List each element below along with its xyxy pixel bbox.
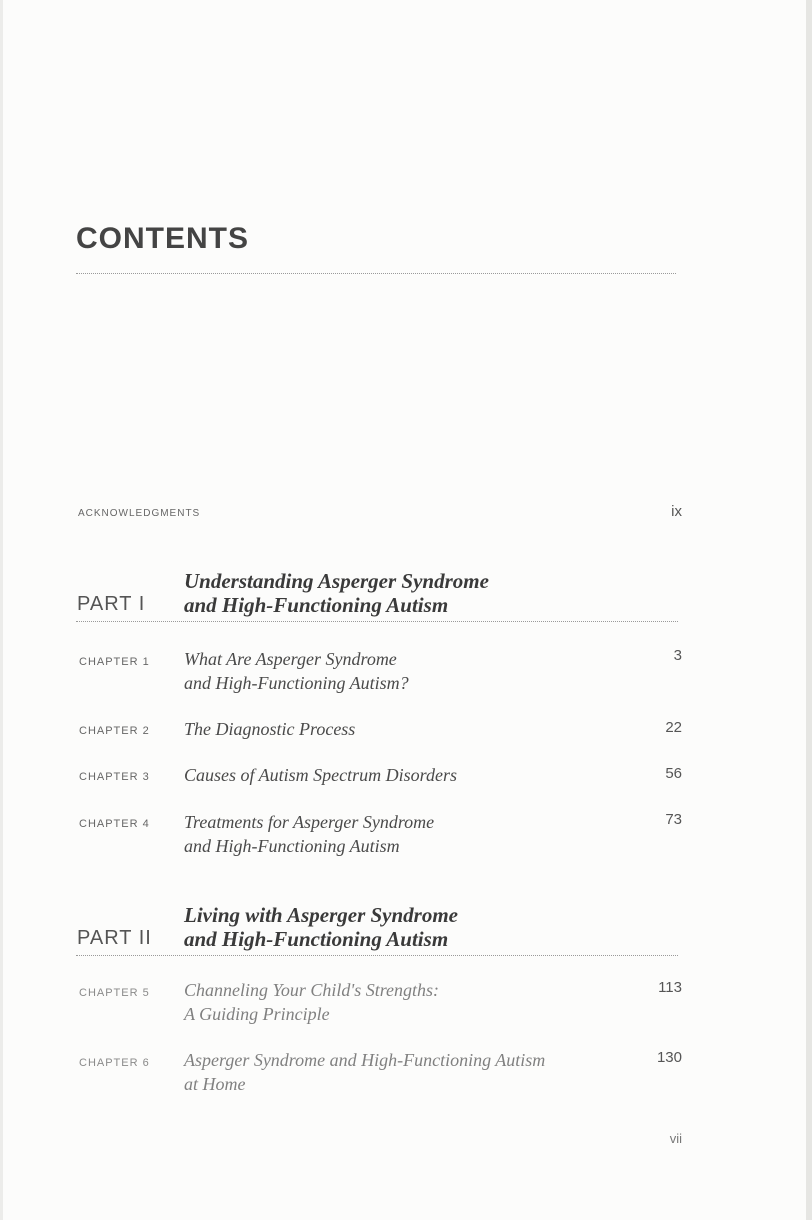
chapter-1-title [184,647,409,695]
part-2-title-line1: Living with Asperger Syndrome [184,903,458,927]
chapter-1-label: CHAPTER 1 [79,656,150,668]
part-1-rule [76,621,678,622]
chapter-5-title [184,978,439,1026]
heading-rule [76,273,676,274]
part-2-label: PART II [77,927,152,949]
chapter-4-label: CHAPTER 4 [79,818,150,830]
chapter-1-page: 3 [673,647,682,664]
chapter-5-title-line1: Channeling Your Child's Strengths: [184,980,440,1000]
chapter-6-page: 130 [656,1049,682,1066]
chapter-2-label: CHAPTER 2 [79,725,150,737]
part-1-title-line2: and High-Functioning Autism [184,593,449,617]
part-1-label: PART I [77,593,146,615]
chapter-5-title-line2: A Guiding Principle [184,1004,330,1024]
chapter-3-label: CHAPTER 3 [79,771,150,783]
chapter-3-title-line1: Causes of Autism Spectrum Disorders [184,765,458,785]
chapter-2-title-line1: The Diagnostic Process [184,719,356,739]
acknowledgments-page: ix [671,503,682,520]
contents-heading: CONTENTS [76,222,249,255]
chapter-1-title-line2: and High-Functioning Autism? [184,673,409,693]
chapter-3-title [184,763,457,787]
chapter-5-page: 113 [658,979,682,996]
chapter-4-title-line1: Treatments for Asperger Syndrome [184,812,435,832]
chapter-2-page: 22 [665,719,682,736]
part-2-title [184,903,458,951]
chapter-3-page: 56 [665,765,682,782]
chapter-6-title [184,1048,545,1096]
page-edge-right [806,0,812,1220]
chapter-5-label: CHAPTER 5 [79,987,150,999]
chapter-6-label: CHAPTER 6 [79,1057,150,1069]
chapter-2-title [184,717,355,741]
part-1-title [184,569,489,617]
page-number-folio: vii [669,1131,682,1146]
chapter-1-title-line1: What Are Asperger Syndrome [184,649,397,669]
part-2-rule [76,955,678,956]
chapter-4-title-line2: and High-Functioning Autism [184,836,400,856]
chapter-4-title [184,810,434,858]
chapter-6-title-line2: at Home [184,1074,246,1094]
part-1-title-line1: Understanding Asperger Syndrome [184,569,489,593]
chapter-4-page: 73 [665,811,682,828]
chapter-6-title-line1: Asperger Syndrome and High-Functioning Autism [184,1050,546,1070]
page-edge-left [0,0,3,1220]
part-2-title-line2: and High-Functioning Autism [184,927,449,951]
acknowledgments-entry: ACKNOWLEDGMENTS [78,508,201,519]
